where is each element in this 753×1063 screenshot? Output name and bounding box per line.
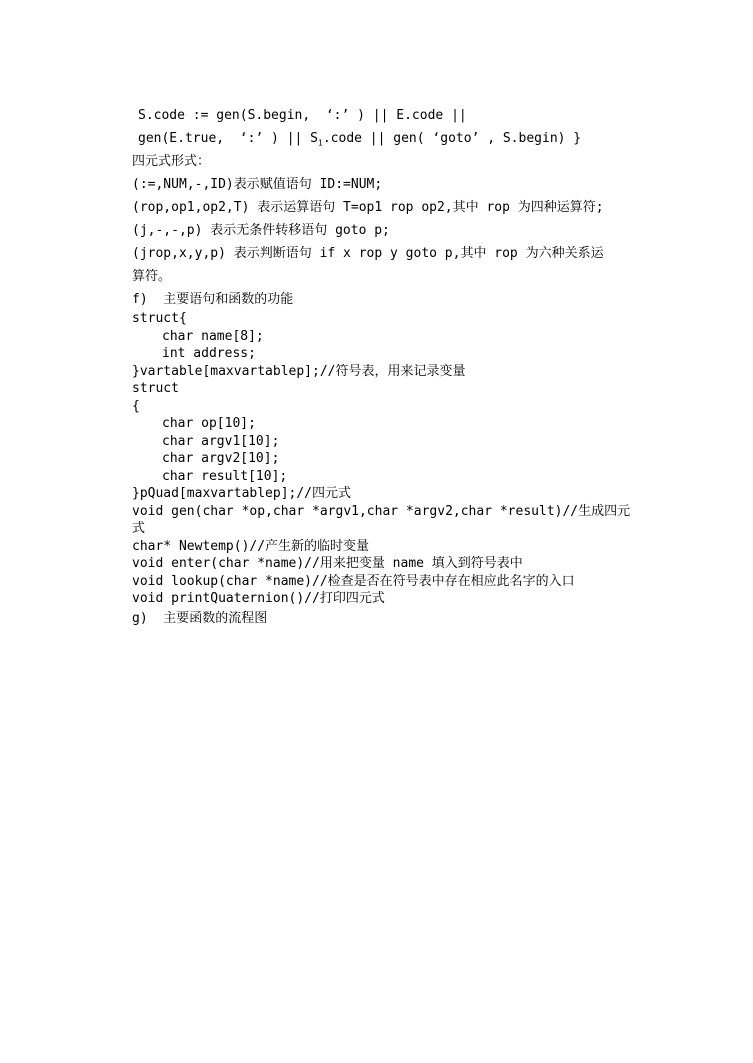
section-heading: f) 主要语句和函数的功能 [132,292,294,307]
text-fragment: .code || gen( ‘goto’ , S.begin) } [322,131,582,146]
text-line: (rop,op1,op2,T) 表示运算语句 T=op1 rop op2,其中 rop 为四种运算符; [132,200,604,215]
code-line: void gen(char *op,char *argv1,char *argv2,char *result)//生成四元 [132,504,631,519]
section-heading: g) 主要函数的流程图 [132,611,268,626]
code-line: char argv2[10]; [162,451,280,466]
code-line: }vartable[maxvartablep];//符号表，用来记录变量 [132,364,466,379]
code-line: { [132,399,140,414]
text-fragment: gen(E.true, ‘:’ ) || S [138,131,319,146]
text-line: (j,-,-,p) 表示无条件转移语句 goto p; [132,223,390,238]
subscript: 1 [318,138,323,148]
code-line: struct{ [132,311,187,326]
code-line: char result[10]; [162,469,288,484]
code-line: void enter(char *name)//用来把变量 name 填入到符号表中 [132,556,523,571]
text-line: (:=,NUM,-,ID)表示赋值语句 ID:=NUM; [132,177,383,192]
code-line: void lookup(char *name)//检查是否在符号表中存在相应此名字的入口 [132,574,575,589]
text-line: 算符。 [132,269,172,284]
code-line: int address; [162,346,256,361]
code-line: char* Newtemp()//产生新的临时变量 [132,539,370,554]
text-line [138,131,581,152]
code-line: char name[8]; [162,329,264,344]
text-line: 四元式形式： [132,154,211,169]
text-line: (jrop,x,y,p) 表示判断语句 if x rop y goto p,其中 rop 为六种关系运 [132,246,604,261]
code-line: 式 [132,521,146,536]
code-line: char argv1[10]; [162,434,280,449]
text-line: S.code := gen(S.begin, ‘:’ ) || E.code || [138,108,467,123]
code-line: char op[10]; [162,416,256,431]
code-line: }pQuad[maxvartablep];//四元式 [132,486,352,501]
code-line: struct [132,381,179,396]
code-line: void printQuaternion()//打印四元式 [132,591,385,606]
